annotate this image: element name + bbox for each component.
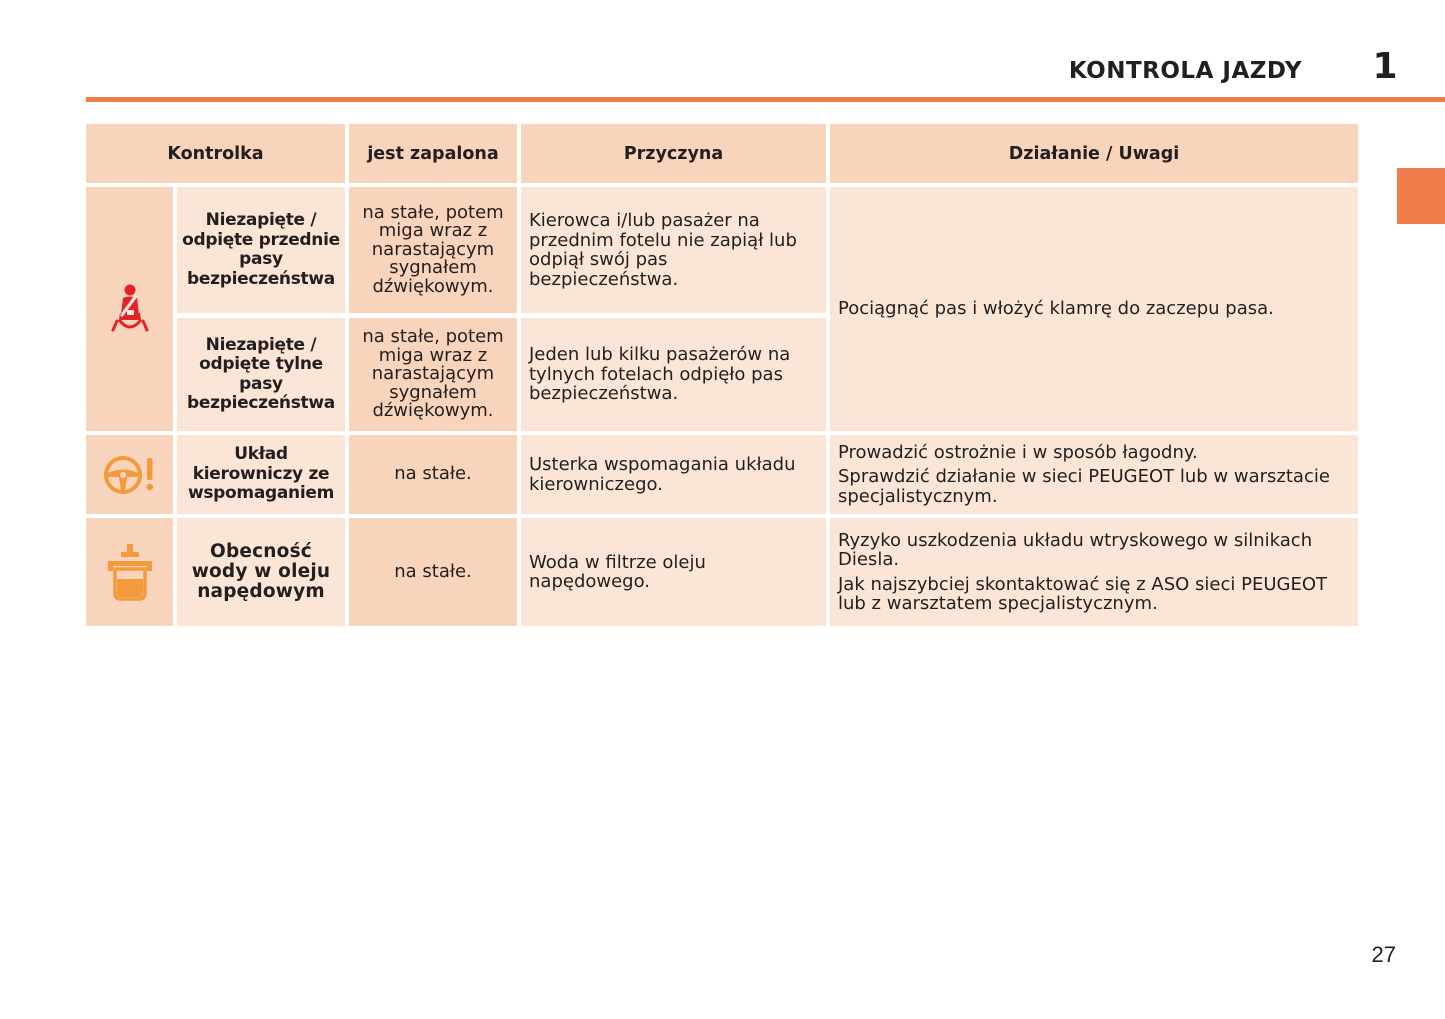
action-line: Jak najszybciej skontaktować się z ASO sieci PEUGEOT lub z warsztatem specjalistycznym. bbox=[838, 573, 1327, 614]
seatbelt-warning-icon bbox=[108, 283, 152, 335]
page-number: 27 bbox=[1371, 942, 1396, 967]
indicator-state-power-steering: na stałe. bbox=[349, 435, 517, 514]
action-line: Ryzyko uszkodzenia układu wtryskowego w silnikach Diesla. bbox=[838, 529, 1313, 570]
indicator-action-water-in-diesel bbox=[830, 518, 1358, 626]
column-header-indicator: Kontrolka bbox=[86, 124, 345, 183]
action-text: Pociągnąć pas i włożyć klamrę do zaczepu pasa. bbox=[838, 298, 1274, 320]
indicator-cause-power-steering: Usterka wspomagania układu kierowniczego. bbox=[521, 435, 826, 514]
indicator-label-water-in-diesel: Obecność wody w oleju napędowym bbox=[177, 518, 345, 626]
column-header-state: jest zapalona bbox=[349, 124, 517, 183]
indicator-cause-water-in-diesel: Woda w filtrze oleju napędowego. bbox=[521, 518, 826, 626]
column-header-cause: Przyczyna bbox=[521, 124, 826, 183]
indicator-label-front-seatbelts: Niezapięte / odpięte przednie pasy bezpieczeństwa bbox=[177, 187, 345, 313]
chapter-tab-marker bbox=[1397, 168, 1445, 224]
indicator-label-power-steering: Układ kierowniczy ze wspomaganiem bbox=[177, 435, 345, 514]
indicator-state-front-seatbelts: na stałe, potem miga wraz z narastającym sygnałem dźwiękowym. bbox=[349, 187, 517, 313]
seatbelt-warning-cell bbox=[86, 187, 173, 431]
water-in-diesel-warning-cell bbox=[86, 518, 173, 626]
indicator-label-rear-seatbelts: Niezapięte / odpięte tylne pasy bezpieczeństwa bbox=[177, 318, 345, 431]
action-line: Sprawdzić działanie w sieci PEUGEOT lub w warsztacie specjalistycznym. bbox=[838, 466, 1330, 507]
header-divider bbox=[86, 97, 1445, 102]
power-steering-warning-cell bbox=[86, 435, 173, 514]
column-header-action: Działanie / Uwagi bbox=[830, 124, 1358, 183]
indicator-cause-rear-seatbelts: Jeden lub kilku pasażerów na tylnych fotelach odpięło pas bezpieczeństwa. bbox=[521, 318, 826, 431]
indicator-state-rear-seatbelts: na stałe, potem miga wraz z narastającym sygnałem dźwiękowym. bbox=[349, 318, 517, 431]
indicator-state-water-in-diesel: na stałe. bbox=[349, 518, 517, 626]
indicator-action-power-steering bbox=[830, 435, 1358, 514]
water-in-diesel-icon bbox=[107, 543, 153, 601]
chapter-number: 1 bbox=[1372, 46, 1398, 87]
indicator-action-seatbelts bbox=[830, 187, 1358, 431]
action-line: Prowadzić ostrożnie i w sposób łagodny. bbox=[838, 441, 1198, 463]
power-steering-warning-icon bbox=[102, 453, 158, 497]
page-section-title: KONTROLA JAZDY bbox=[1068, 58, 1302, 84]
indicator-cause-front-seatbelts: Kierowca i/lub pasażer na przednim fotelu nie zapiął lub odpiął swój pas bezpieczeństwa. bbox=[521, 187, 826, 313]
